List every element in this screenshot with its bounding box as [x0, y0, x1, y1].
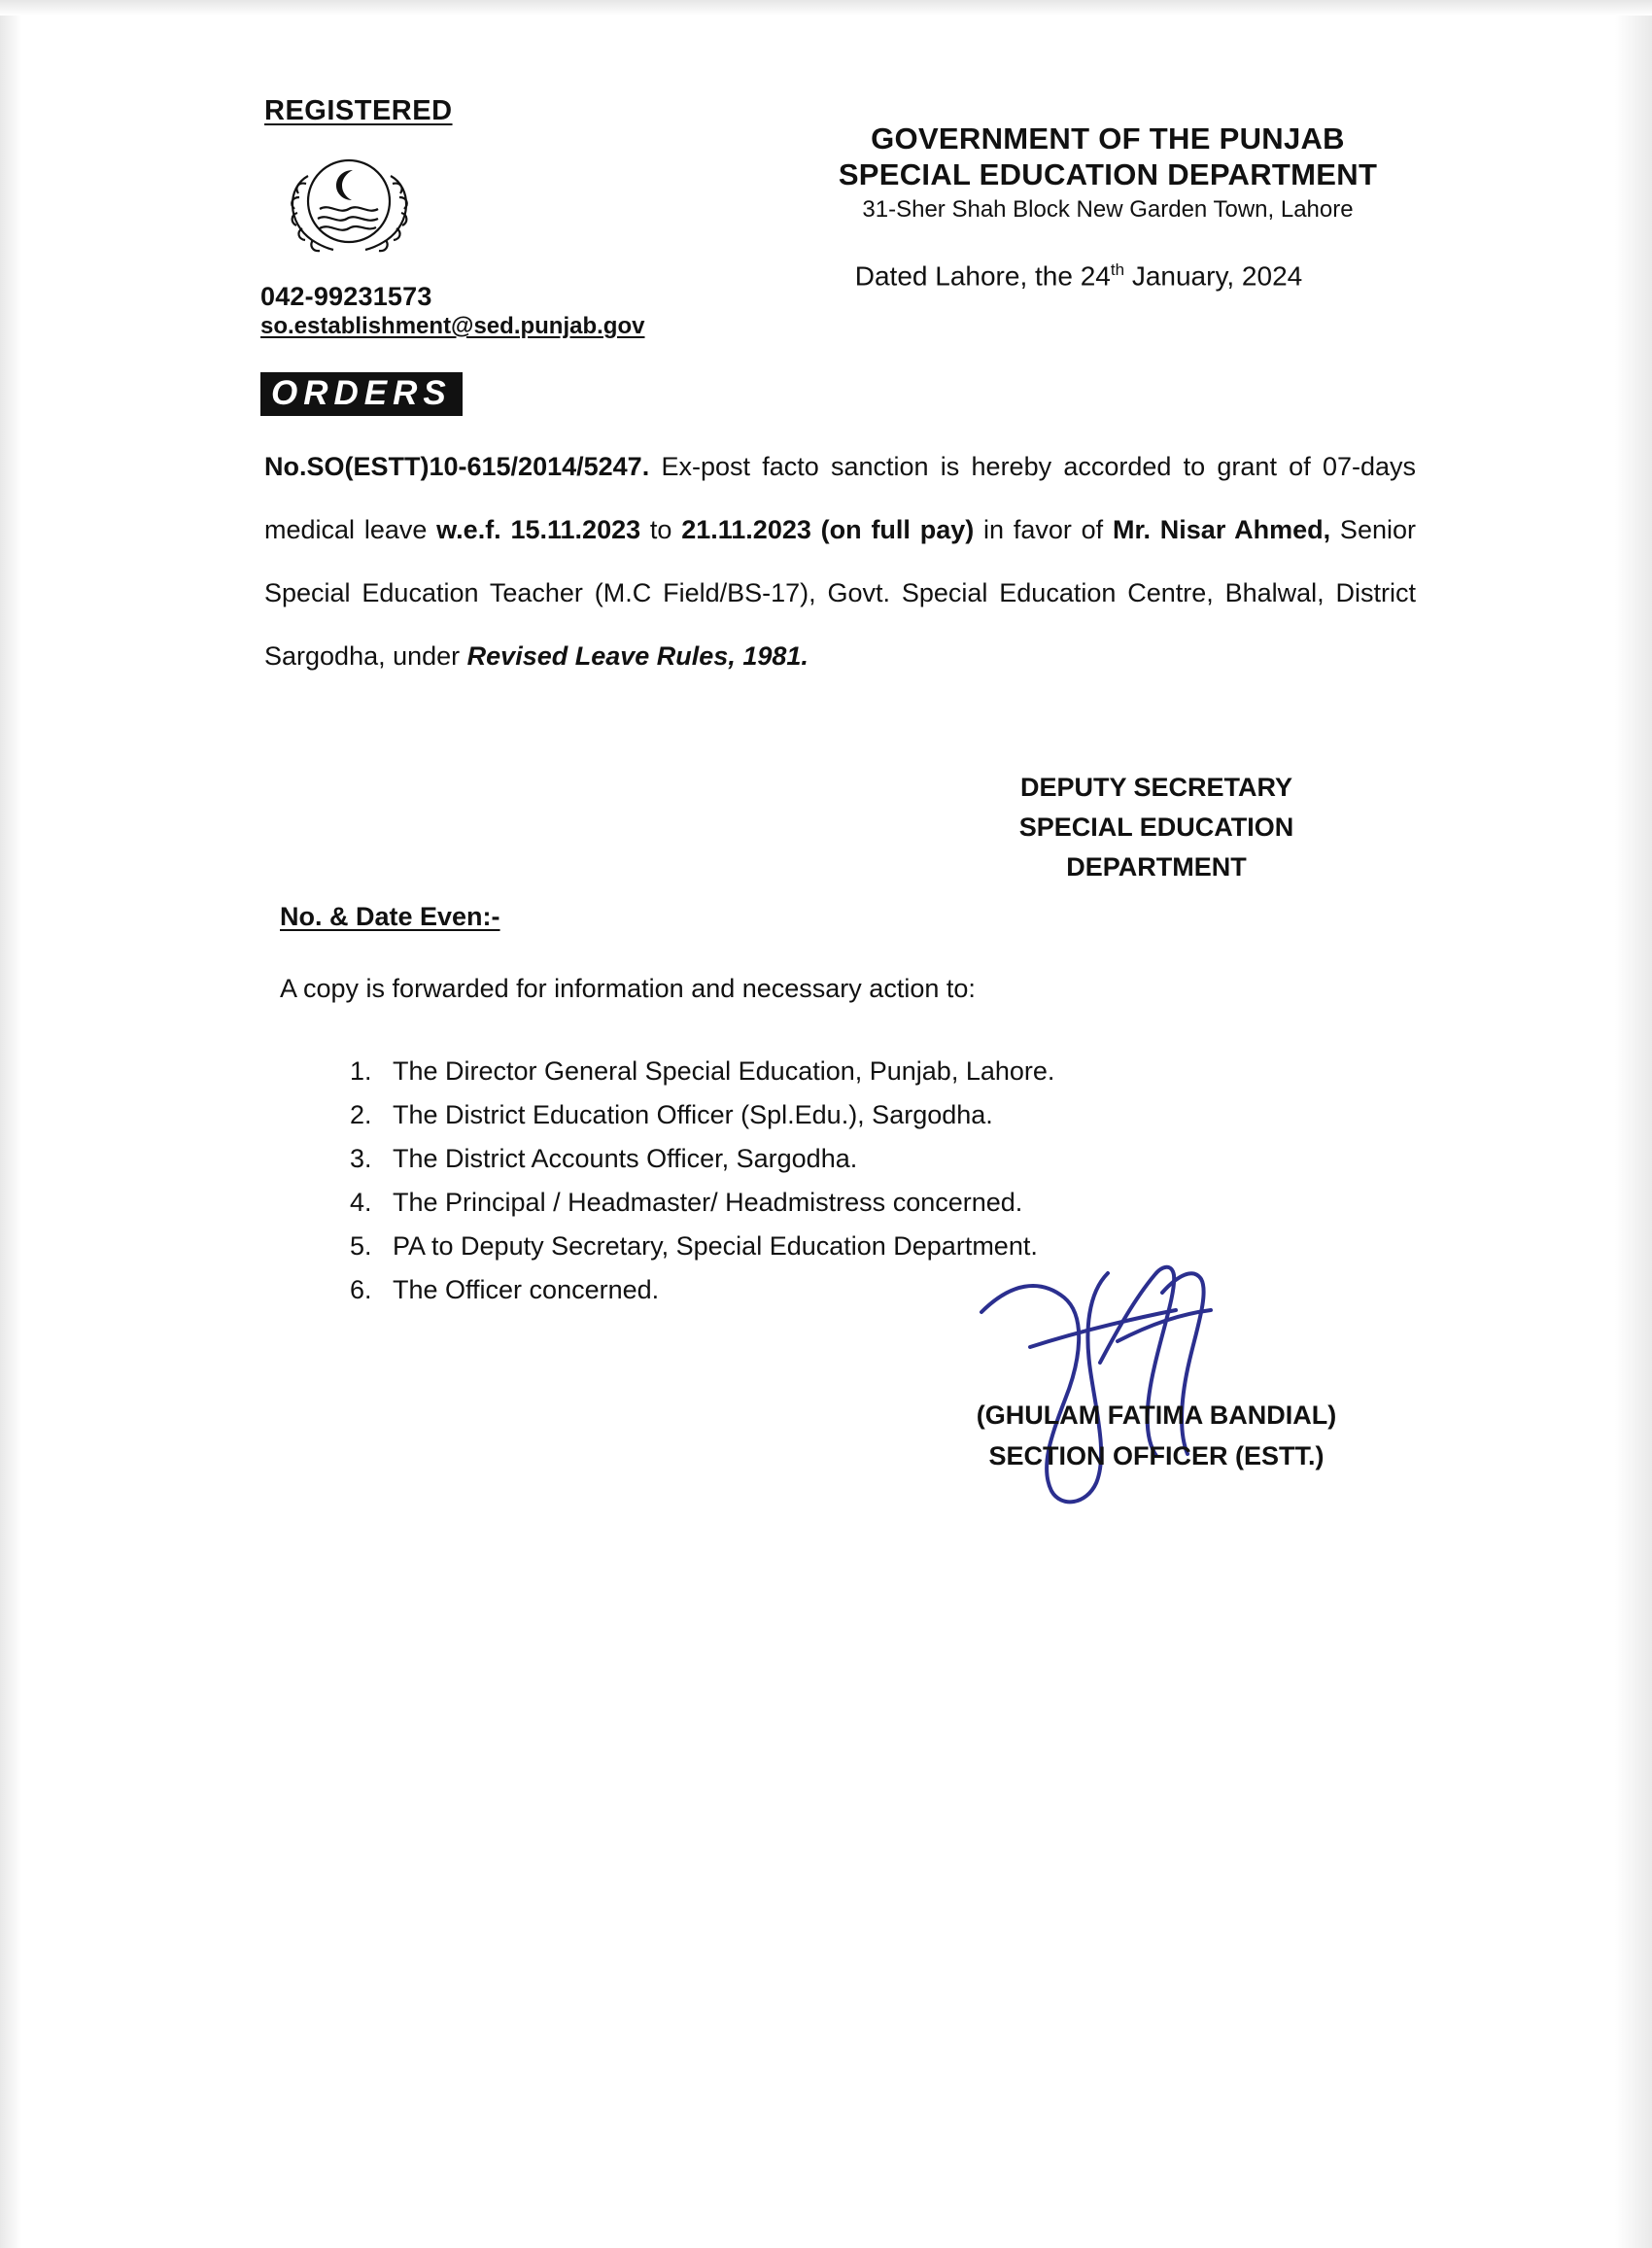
punjab-government-crest-icon — [269, 141, 430, 258]
leave-end-dates: 21.11.2023 (on full pay) — [681, 515, 975, 544]
endorsement-list — [321, 1050, 1054, 1312]
body-segment-2: to — [640, 515, 682, 544]
issuing-authority-block — [933, 768, 1380, 887]
header-address: 31-Sher Shah Block New Garden Town, Lahore — [862, 196, 1354, 223]
contact-email: so.establishment@sed.punjab.gov — [260, 313, 645, 339]
list-item: 1. The Director General Special Education, Punjab, Lahore. — [379, 1050, 1054, 1093]
authority-line-3: DEPARTMENT — [1066, 852, 1247, 882]
order-body — [264, 435, 1416, 688]
dated-superscript: th — [1110, 260, 1125, 279]
body-segment-3: in favor of — [974, 515, 1113, 544]
signer-designation: SECTION OFFICER (ESTT.) — [988, 1441, 1325, 1470]
header-government-line: GOVERNMENT OF THE PUNJAB — [871, 121, 1345, 156]
endorsement-heading: No. & Date Even:- — [280, 902, 500, 931]
dated-suffix: January, 2024 — [1124, 260, 1303, 292]
list-item: 6. The Officer concerned. — [379, 1268, 1054, 1312]
leave-start-dates: w.e.f. 15.11.2023 — [436, 515, 641, 544]
dated-prefix: Dated Lahore, the 24 — [854, 260, 1111, 292]
signer-block — [913, 1395, 1399, 1476]
contact-phone: 042-99231573 — [260, 282, 432, 311]
endorsement-intro: A copy is forwarded for information and necessary action to: — [280, 974, 976, 1003]
signer-name: (GHULAM FATIMA BANDIAL) — [976, 1401, 1337, 1430]
dated-line — [739, 260, 1419, 292]
officer-name: Mr. Nisar Ahmed, — [1112, 515, 1331, 544]
scan-edge-right — [1615, 0, 1652, 2248]
list-item: 4. The Principal / Headmaster/ Headmistress concerned. — [379, 1181, 1054, 1225]
registered-stamp: REGISTERED — [264, 95, 453, 126]
list-item: 5. PA to Deputy Secretary, Special Education Department. — [379, 1225, 1054, 1268]
orders-heading: ORDERS — [260, 372, 463, 416]
header-department-line: SPECIAL EDUCATION DEPARTMENT — [838, 157, 1378, 191]
body-segment-4: Senior Special Education Teacher (M.C Field/BS-17), Govt. Special Education Centre, Bhalwal, District Sargodha, under — [264, 515, 1416, 671]
list-item: 3. The District Accounts Officer, Sargodha. — [379, 1137, 1054, 1181]
authority-line-2: SPECIAL EDUCATION — [1018, 813, 1294, 842]
list-item: 2. The District Education Officer (Spl.Edu.), Sargodha. — [379, 1093, 1054, 1137]
leave-rules: Revised Leave Rules, 1981. — [466, 641, 809, 671]
scan-edge-top — [0, 0, 1652, 16]
file-number: No.SO(ESTT)10-615/2014/5247. — [264, 452, 650, 481]
authority-line-1: DEPUTY SECRETARY — [1019, 773, 1293, 802]
body-segment-1: Ex-post facto sanction is hereby accorded to grant of 07-days medical leave — [264, 452, 1416, 544]
scan-edge-left — [0, 0, 21, 2248]
